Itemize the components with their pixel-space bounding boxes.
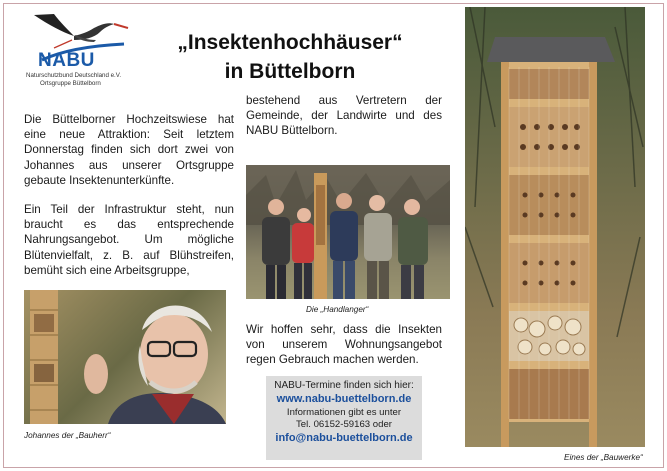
logo-subtitle-2: Ortsgruppe Büttelborn (40, 80, 101, 87)
title-line-1: „Insektenhochhäuser“ (177, 31, 403, 54)
builder-illustration (24, 290, 226, 424)
paragraph-intro: Die Büttelborner Hochzeitswiese hat eine neue Attraktion: Seit letztem Donnerstag finden sich dort zwei von Johannes aus unserer Ortsgruppe gebaute Insektenunterkünfte. (24, 113, 234, 187)
title-line-2: in Büttelborn (224, 60, 356, 83)
group-photo-caption: Die „Handlanger“ (306, 305, 369, 314)
info-box (266, 376, 422, 460)
paragraph-infrastructure: Ein Teil der Infrastruktur steht, nun braucht es das entsprechende Nahrungsangebot. Um mögliche Blütenvielfalt, z. B. auf Blühstreifen, bemüht sich eine Arbeitsgruppe, (24, 203, 234, 277)
logo-wordmark: NABU (38, 50, 95, 71)
nabu-logo (24, 10, 134, 96)
paragraph-hope: Wir hoffen sehr, dass die Insekten von unserem Wohnungsangebot regen Gebrauch machen werden. (246, 323, 442, 367)
insect-hotel-illustration (465, 7, 645, 447)
info-dates-label: NABU-Termine finden sich hier: (274, 380, 414, 391)
builder-photo (24, 290, 226, 424)
website-link[interactable]: www.nabu-buettelborn.de (276, 393, 412, 405)
logo-subtitle: Naturschutzbund Deutschland e.V. (26, 72, 122, 79)
email-link[interactable]: info@nabu-buettelborn.de (275, 432, 413, 444)
people-illustration (246, 165, 450, 299)
paragraph-representatives: bestehend aus Vertretern der Gemeinde, der Landwirte und des NABU Büttelborn. (246, 94, 442, 138)
page-title (140, 28, 440, 86)
phone-number: Tel. 06152-59163 oder (295, 419, 392, 430)
builder-photo-caption: Johannes der „Bauherr“ (24, 431, 111, 440)
insect-hotel-caption: Eines der „Bauwerke“ (564, 453, 643, 462)
group-photo (246, 165, 450, 299)
insect-hotel-photo (465, 7, 645, 447)
info-contact-label: Informationen gibt es unter (286, 407, 402, 418)
